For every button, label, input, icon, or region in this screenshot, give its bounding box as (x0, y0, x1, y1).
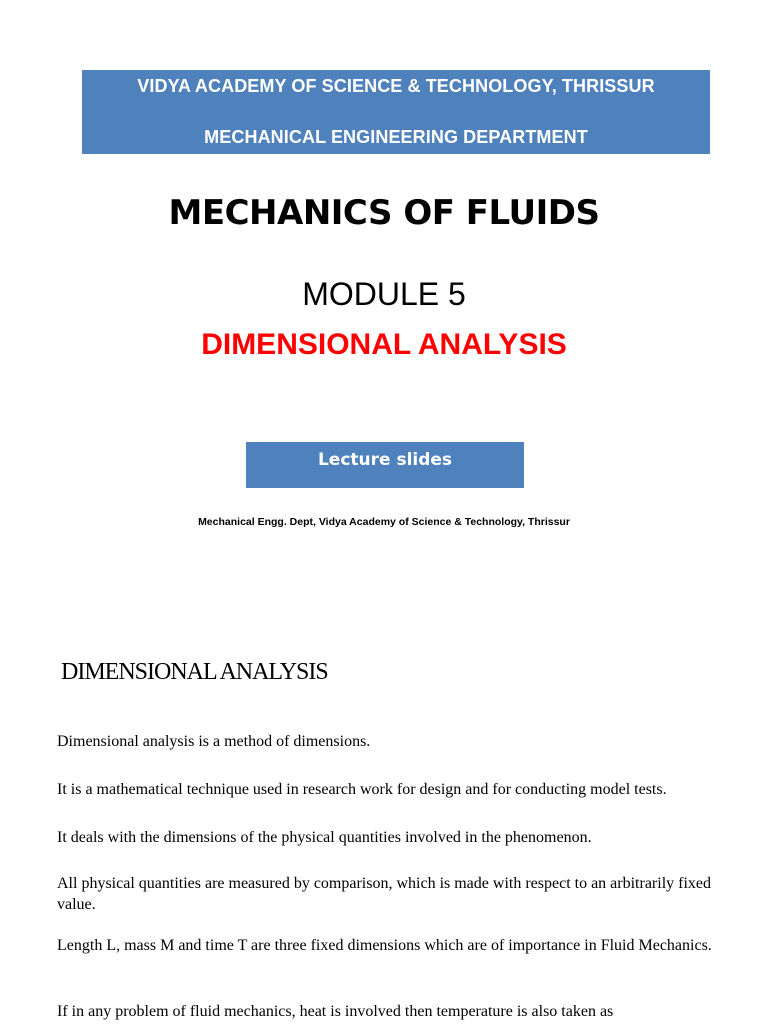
slide-footer: Mechanical Engg. Dept, Vidya Academy of Science & Technology, Thrissur (198, 516, 570, 528)
paragraph: If in any problem of fluid mechanics, heat is involved then temperature is also taken as (57, 1003, 614, 1020)
module-title: DIMENSIONAL ANALYSIS (201, 328, 567, 361)
module-number: MODULE 5 (302, 276, 466, 312)
paragraph: Dimensional analysis is a method of dimensions. (57, 733, 371, 750)
department-name: MECHANICAL ENGINEERING DEPARTMENT (204, 127, 588, 147)
section-heading: DIMENSIONAL ANALYSIS (61, 659, 328, 685)
lecture-slides-label: Lecture slides (246, 442, 524, 488)
paragraph: It is a mathematical technique used in research work for design and for conducting model tests. (57, 781, 667, 798)
content-slide (0, 640, 768, 1024)
course-title: MECHANICS OF FLUIDS (168, 193, 600, 233)
institution-header (82, 70, 710, 154)
paragraph: Length L, mass M and time T are three fixed dimensions which are of importance in Fluid Mechanics. (57, 937, 712, 954)
paragraph: It deals with the dimensions of the physical quantities involved in the phenomenon. (57, 829, 592, 846)
paragraph: All physical quantities are measured by comparison, which is made with respect to an arbitrarily fixed value. (57, 875, 712, 913)
institution-name: VIDYA ACADEMY OF SCIENCE & TECHNOLOGY, THRISSUR (137, 76, 655, 96)
